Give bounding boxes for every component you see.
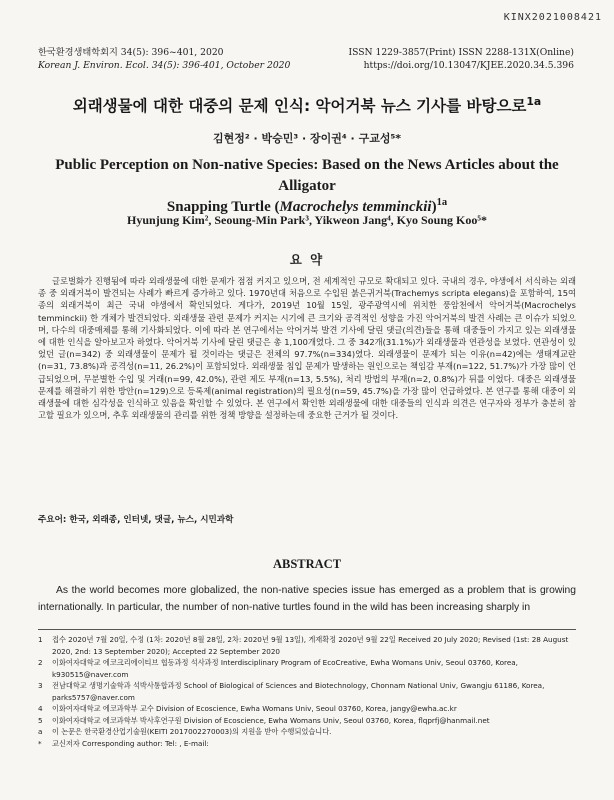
species-name: Macrochelys temminckii — [279, 199, 432, 215]
keywords — [38, 513, 233, 525]
keywords-list: 한국, 외래종, 인터넷, 댓글, 뉴스, 시민과학 — [69, 515, 234, 525]
footnote: 4 이화여자대학교 에코과학부 교수 Division of Ecoscience, Ewha Womans Univ, Seoul 03760, Korea, jangy@ewha.ac.kr — [38, 704, 457, 713]
footnotes — [38, 634, 578, 749]
summary-body: 글로벌화가 진행됨에 따라 외래생물에 대한 문제가 점점 커지고 있으며, 전 세계적인 규모로 확대되고 있다. 국내의 경우, 야생에서 서식하는 외래종 중 외래거북이 발견되는 사례가 빠르게 증가하고 있다. 1970년대 처음으로 수입된 붉은귀거북(Trachemys scripta elegans)을 포함하여, 15여 종의 외래거북이 최근 국내 야생에서 확인되었다. 게다가, 2019년 10월 15일, 광주광역시에 위치한 풍암천에서 악어거북(Macrochelys temminckii) 한 개체가 발견되었다. 외래생물 관련 문제가 커지는 시기에 큰 크기와 공격적인 성향을 가진 악어거북의 발견 사례는 큰 이슈가 되었으며, 다수의 대중매체를 통해 기사화되었다. 이에 따라 본 연구에서는 악어거북 발견 기사에 달린 댓글(의견)들을 통해 대중들이 가지고 있는 외래생물에 대한 인식을 알아보고자 하였다. 악어거북 기사에 달린 댓글은 총 1,100개였다. 그 중 342개(31.1%)가 외래생물과 연관성을 보였다. 연관성이 있었던 글(n=342) 중 외래생물이 문제가 될 것이라는 댓글은 전체의 97.7%(n=334)였다. 외래생물이 문제가 되는 이유(n=42)에는 생태계교란(n=31, 73.8%)과 공격성(n=11, 26.2%)이 포함되었다. 외래생물 침입 문제가 발생하는 원인으로는 책임감 부재(n=122, 51.7%)가 가장 많이 언급되었으며, 무분별한 수입 및 거래(n=99, 42.0%), 관련 제도 부재(n=13, 5.5%), 처리 방법의 부재(n=2, 0.8%)가 뒤를 이었다. 대중은 외래생물 문제를 해결하기 위한 방안(n=129)으로 등록제(animal registration)의 필요성(n=59, 45.7%)을 가장 많이 언급하였다. 본 연구를 통해 대중이 외래생물에 대한 심각성을 인식하고 있음을 확인할 수 있었다. 본 연구에서 확인한 외래생물에 대한 대중들의 인식과 의견은 연구자와 정부가 충분히 참고할 필요가 있으며, 추후 외래생물의 관리를 위한 정책 방향을 설정하는데 중요한 근거가 될 것이다. — [38, 276, 577, 421]
authors-korean: 김현정² · 박승민³ · 장이권⁴ · 구교성⁵* — [212, 132, 402, 145]
title-korean-text: 외래생물에 대한 대중의 문제 인식: 악어거북 뉴스 기사를 바탕으로 — [72, 97, 527, 115]
title-english-line1: Public Perception on Non-native Species: Based on the News Articles about the Alligator — [55, 157, 559, 194]
title-english — [50, 155, 564, 218]
journal-header-left — [38, 46, 290, 72]
footnote: 3 전남대학교 생명기술학과 석박사통합과정 School of Biological of Sciences and Biotechnology, Chonnam National Univ, Gwangju 61186, Korea, parks5757@naver.com — [38, 681, 545, 702]
title-english-line2: Snapping Turtle (Macrochelys temminckii)$^{1a}$ — [166, 197, 448, 215]
journal-en: Korean J. Environ. Ecol. 34(5): 396-401, October 2020 — [38, 60, 291, 71]
document-id: KINX2021008421 — [503, 12, 602, 23]
footnote: 2 이화여자대학교 에코크리에이티브 협동과정 석사과정 Interdisciplinary Program of EcoCreative, Ewha Womans Univ, Seoul 03760, Korea, k930515@naver.com — [38, 658, 518, 679]
abstract-body: As the world becomes more globalized, the non-native species issue has emerged as a problem that is growing internationally. In particular, the number of non-native turtles found in the wild has been increasing sharply in — [38, 585, 576, 613]
footnote: 1 접수 2020년 7월 20일, 수정 (1차: 2020년 8월 28일, 2차: 2020년 9월 13일), 게재확정 2020년 9월 22일 Received 20 July 2020; Revised (1st: 28 August 2020, 2nd: 13 September 2020); Accepted 22 September 2020 — [38, 635, 569, 656]
summary-heading: 요 약 — [289, 252, 325, 267]
footnote-divider — [38, 629, 576, 630]
title-english-sup: 1a — [436, 197, 448, 208]
journal-ko: 한국환경생태학회지 34(5): 396~401, 2020 — [38, 47, 224, 58]
journal-header-right — [348, 46, 574, 72]
footnote: a 이 논문은 한국환경산업기술원(KEITI 2017002270003)의 지원을 받아 수행되었습니다. — [38, 727, 332, 736]
footnote: * 교신저자 Corresponding author: Tel: , E-mail: — [38, 738, 209, 748]
footnote: 5 이화여자대학교 에코과학부 박사후연구원 Division of Ecoscience, Ewha Womans Univ, Seoul 03760, Korea, flqprfj@hanmail.net — [38, 715, 490, 725]
keywords-label: 주요어: — [38, 515, 67, 525]
title-korean — [0, 94, 614, 116]
abstract-heading: ABSTRACT — [272, 557, 342, 571]
title-korean-sup: 1a — [526, 94, 542, 108]
issn: ISSN 1229-3857(Print) ISSN 2288-131X(Online) — [348, 47, 574, 58]
authors-english: Hyunjung Kim², Seoung-Min Park³, Yikweon Jang⁴, Kyo Soung Koo⁵* — [127, 213, 487, 227]
doi-link[interactable]: https://doi.org/10.13047/KJEE.2020.34.5.396 — [363, 60, 574, 71]
